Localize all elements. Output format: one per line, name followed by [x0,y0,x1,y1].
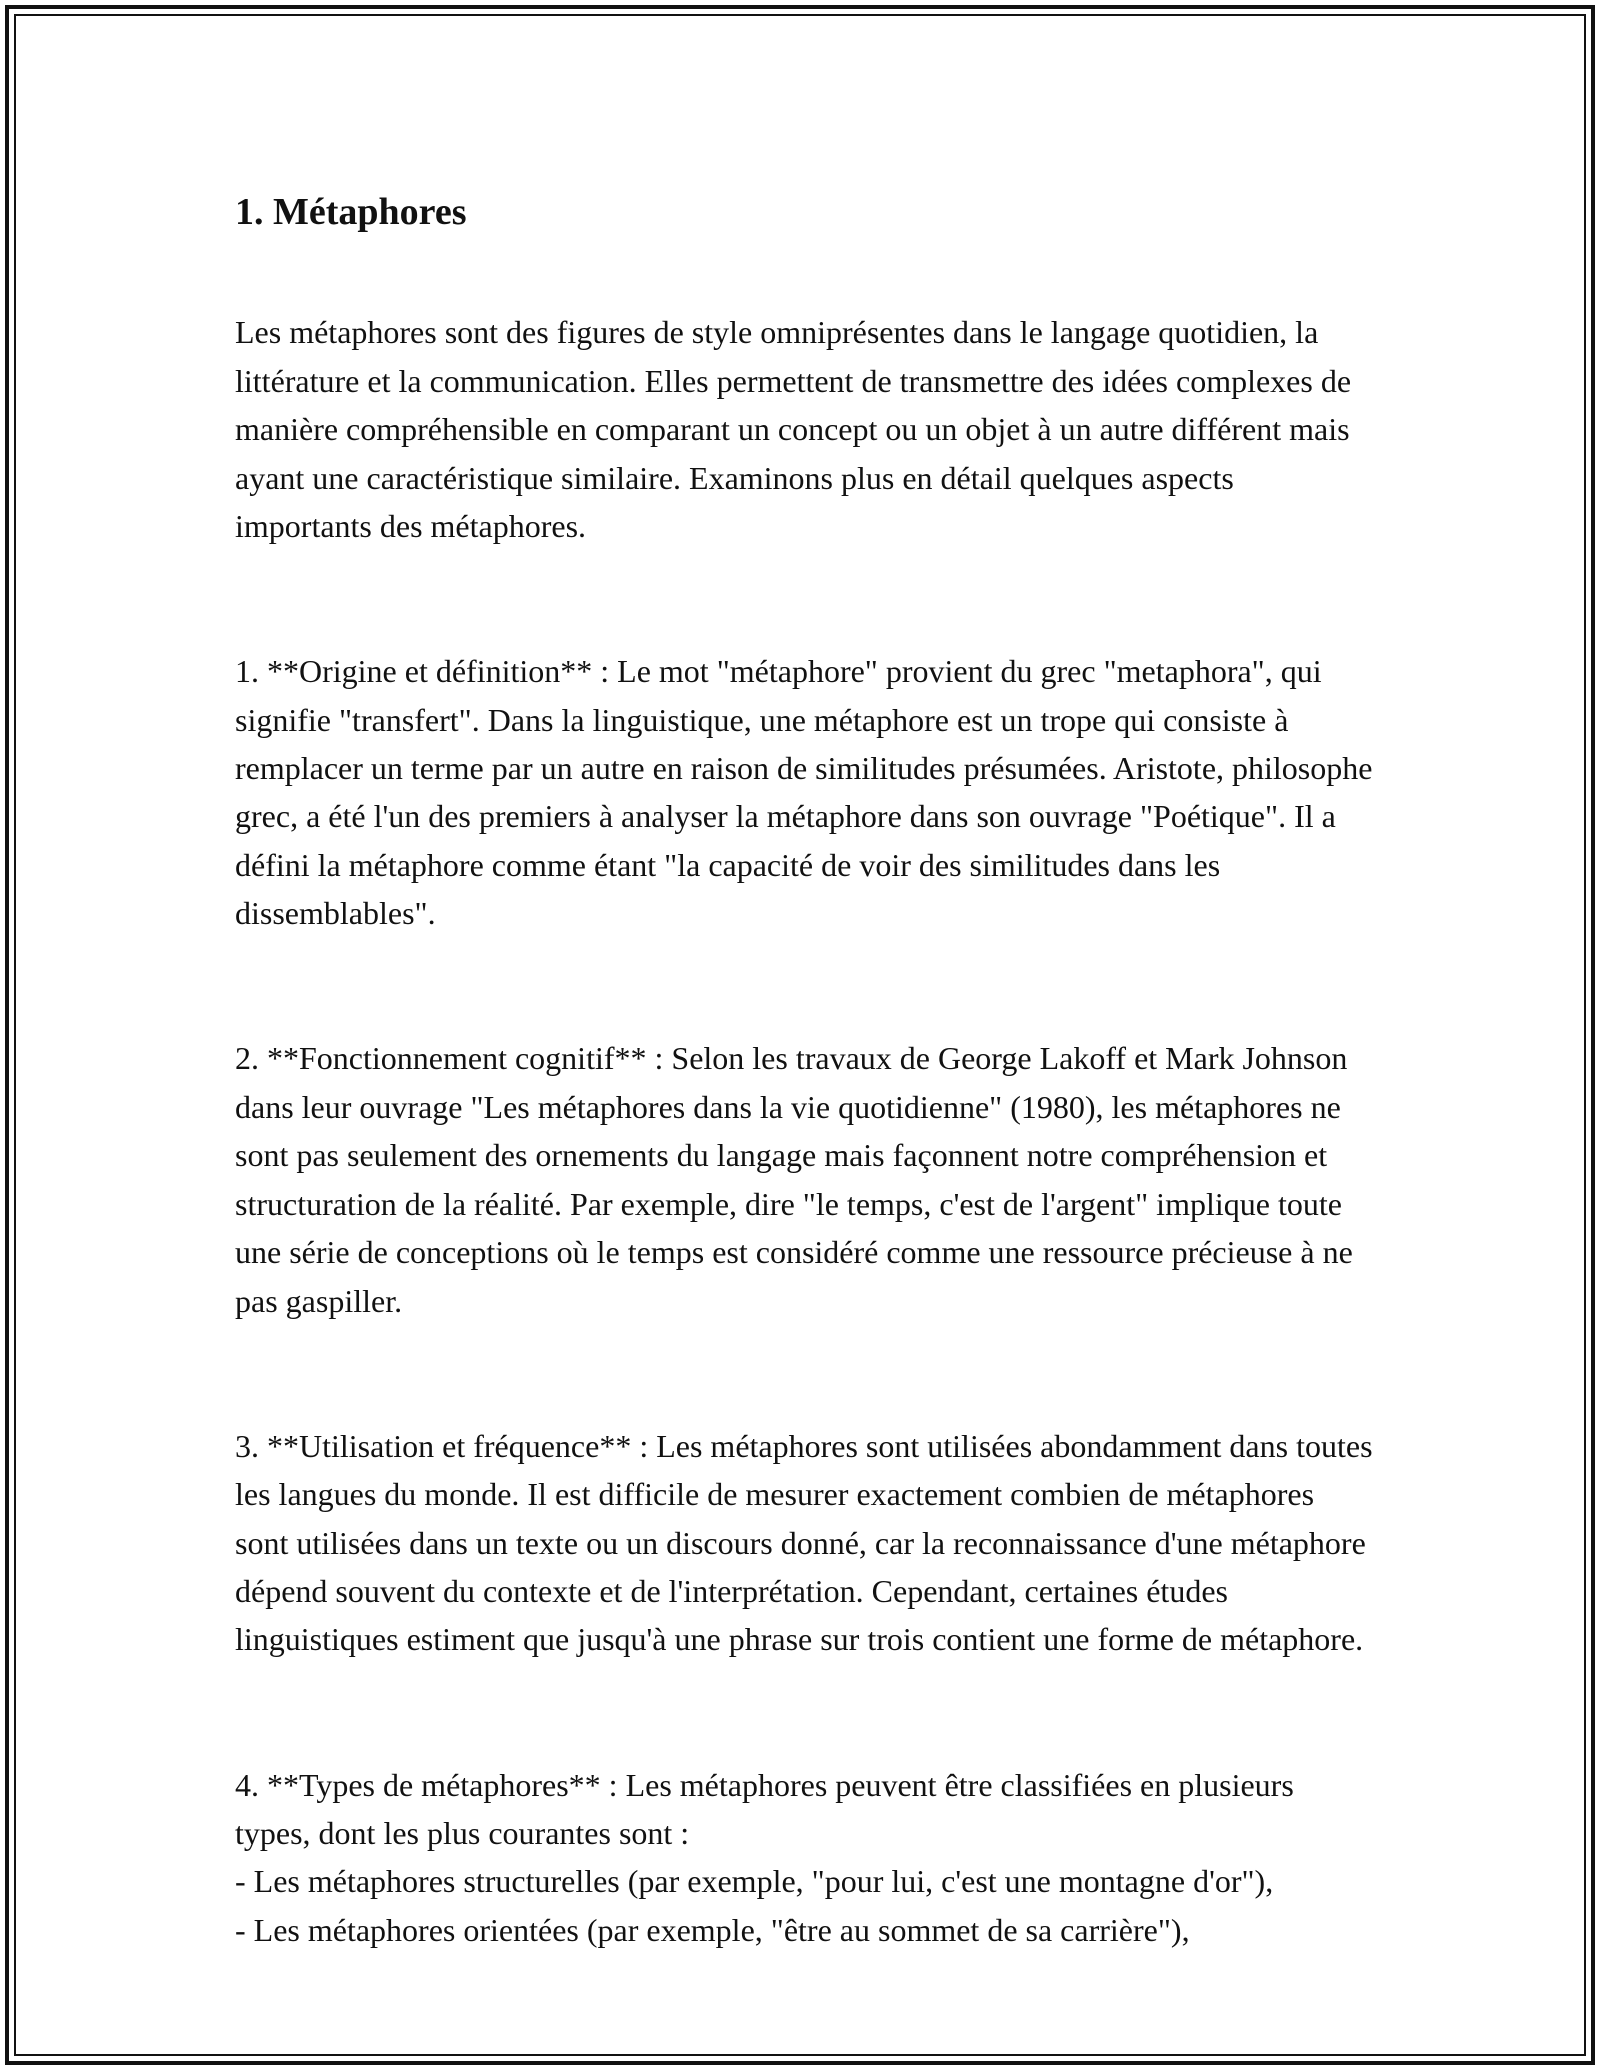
paragraph-utilisation: 3. **Utilisation et fréquence** : Les métaphores sont utilisées abondamment dans toutes les langues du monde. Il est difficile de mesurer exactement combien de métaphores sont utilisées dans un texte ou un discours donné, car la reconnaissance d'une métaphore dépend souvent du contexte et de l'interprétation. Cependant, certaines études linguistiques estiment que jusqu'à une phrase sur trois contient une forme de métaphore. [235,1427,1373,1658]
section-text [235,260,1375,2003]
document-body [235,186,1375,2003]
section-heading: 1. Métaphores [235,191,467,233]
paragraph-fonctionnement: 2. **Fonctionnement cognitif** : Selon les travaux de George Lakoff et Mark Johnson dans leur ouvrage "Les métaphores dans la vie quotidienne" (1980), les métaphores ne sont pas seulement des ornements du langage mais façonnent notre compréhension et structuration de la réalité. Par exemple, dire "le temps, c'est de l'argent" implique toute une série de conceptions où le temps est considéré comme une ressource précieuse à ne pas gaspiller. [235,1040,1353,1319]
paragraph-types: 4. **Types de métaphores** : Les métaphores peuvent être classifiées en plusieurs types, dont les plus courantes sont : - Les métaphores structurelles (par exemple, "pour lui, c'est une montagne d'or"), - Les métaphores orientées (par exemple, "être au sommet de sa carrière"), [235,1766,1294,1948]
paragraph-origine: 1. **Origine et définition** : Le mot "métaphore" provient du grec "metaphora", qui signifie "transfert". Dans la linguistique, une métaphore est un trope qui consiste à remplacer un terme par un autre en raison de similitudes présumées. Aristote, philosophe grec, a été l'un des premiers à analyser la métaphore dans son ouvrage "Poétique". Il a défini la métaphore comme étant "la capacité de voir des similitudes dans les dissemblables". [235,653,1373,932]
intro-paragraph: Les métaphores sont des figures de style omniprésentes dans le langage quotidien, la littérature et la communication. Elles permettent de transmettre des idées complexes de manière compréhensible en comparant un concept ou un objet à un autre différent mais ayant une caractéristique similaire. Examinons plus en détail quelques aspects importants des métaphores. [235,314,1352,545]
